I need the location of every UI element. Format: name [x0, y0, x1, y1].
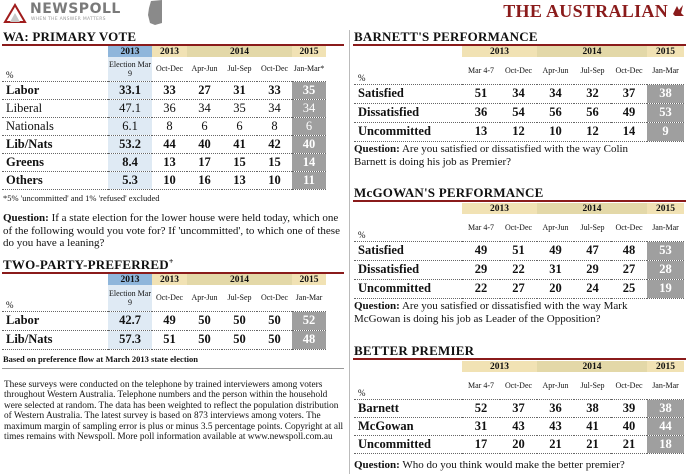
cell: 49 — [611, 103, 647, 122]
table-row — [354, 435, 684, 453]
cell: 6 — [292, 117, 326, 135]
col-header: Jul-Sep — [227, 293, 252, 303]
table-row — [354, 417, 684, 435]
cell: 22 — [500, 260, 537, 279]
cell: 27 — [187, 81, 222, 99]
cell: 13 — [462, 122, 500, 141]
year-2014: 2014 — [187, 274, 292, 285]
cell: 49 — [537, 241, 574, 260]
mcgowan-title: McGOWAN'S PERFORMANCE — [354, 185, 544, 200]
col-header: Oct-Dec — [504, 380, 533, 390]
cell: 53.2 — [108, 135, 152, 153]
cell: 49 — [462, 241, 500, 260]
col-header: Apr-Jun — [191, 64, 218, 74]
table-row — [2, 311, 326, 330]
cell: 6 — [222, 117, 257, 135]
col-header: Election Mar 9 — [108, 57, 152, 81]
cell: 33 — [152, 81, 187, 99]
cell: 20 — [500, 435, 537, 453]
cell: 50 — [257, 330, 292, 349]
cell: 52 — [292, 311, 326, 330]
two-party-table — [2, 274, 326, 350]
col-header: Mar 4-7 — [468, 380, 494, 390]
question-label: Question: — [354, 459, 400, 471]
cell: 40 — [187, 135, 222, 153]
cell: 33.1 — [108, 81, 152, 99]
question-label: Question: — [354, 300, 400, 312]
col-header: Mar 4-7 — [468, 222, 494, 232]
table-row — [2, 153, 326, 171]
cell: 41 — [574, 417, 611, 435]
row-label: Uncommitted — [354, 279, 462, 298]
cell: 56 — [574, 103, 611, 122]
cell: 47 — [574, 241, 611, 260]
row-label: Satisfied — [354, 241, 462, 260]
better-premier-title: BETTER PREMIER — [354, 343, 475, 358]
table-row — [2, 135, 326, 153]
cell: 50 — [187, 311, 222, 330]
row-label: Dissatisfied — [354, 103, 462, 122]
cell: 8 — [257, 117, 292, 135]
year-2015: 2015 — [292, 274, 326, 285]
year-2015: 2015 — [647, 46, 684, 57]
cell: 18 — [647, 435, 684, 453]
year-2013: 2013 — [462, 361, 537, 372]
col-header: Oct-Dec — [260, 293, 289, 303]
year-2014: 2014 — [187, 46, 292, 57]
barnett-question — [354, 143, 654, 168]
cell: 8.4 — [108, 153, 152, 171]
cell: 40 — [292, 135, 326, 153]
col-header: Mar 4-7 — [468, 65, 494, 75]
cell: 37 — [611, 84, 647, 103]
cell: 14 — [292, 153, 326, 171]
percent-label: % — [6, 299, 14, 310]
cell: 21 — [574, 435, 611, 453]
cell: 44 — [152, 135, 187, 153]
question-text: Are you satisfied or dissatisfied with the way Mark McGowan is doing his job as Leader of the Opposition? — [354, 300, 628, 325]
cell: 35 — [292, 81, 326, 99]
cell: 50 — [257, 311, 292, 330]
cell: 9 — [647, 122, 684, 141]
cell: 39 — [611, 399, 647, 417]
question-label: Question: — [3, 212, 49, 224]
cell: 48 — [611, 241, 647, 260]
cell: 17 — [187, 153, 222, 171]
cell: 34 — [537, 84, 574, 103]
cell: 51 — [152, 330, 187, 349]
cell: 27 — [500, 279, 537, 298]
col-header: Jan-Mar — [647, 57, 684, 84]
col-header: Oct-Dec — [615, 380, 643, 390]
year-2014: 2014 — [537, 46, 647, 57]
row-label: Uncommitted — [354, 122, 462, 141]
cell: 35 — [222, 99, 257, 117]
table-row — [354, 122, 684, 141]
col-header: Apr-Jun — [191, 293, 218, 303]
australian-emblem-icon — [671, 4, 685, 18]
cell: 38 — [647, 84, 684, 103]
page-header — [0, 0, 688, 26]
cell: 15 — [222, 153, 257, 171]
cell: 29 — [462, 260, 500, 279]
cell: 36 — [462, 103, 500, 122]
cell: 34 — [292, 99, 326, 117]
cell: 31 — [537, 260, 574, 279]
newspoll-tagline: WHEN THE ANSWER MATTERS — [31, 17, 106, 22]
row-label: Satisfied — [354, 84, 462, 103]
cell: 10 — [537, 122, 574, 141]
cell: 25 — [611, 279, 647, 298]
table-row — [2, 99, 326, 117]
cell: 49 — [152, 311, 187, 330]
cell: 42 — [257, 135, 292, 153]
col-header: Oct-Dec — [504, 222, 533, 232]
section-divider — [2, 368, 344, 369]
table-row — [354, 399, 684, 417]
cell: 50 — [222, 330, 257, 349]
year-2014: 2014 — [537, 203, 647, 214]
col-header: Oct-Dec — [615, 222, 643, 232]
row-label: Barnett — [354, 399, 462, 417]
two-party-title-text: TWO-PARTY-PREFERRED — [3, 257, 169, 272]
cell: 37 — [500, 399, 537, 417]
cell: 57.3 — [108, 330, 152, 349]
cell: 43 — [500, 417, 537, 435]
col-header: Jan-Mar — [292, 285, 326, 311]
cell: 31 — [462, 417, 500, 435]
better-premier-table — [354, 361, 684, 454]
row-label: Nationals — [2, 117, 108, 135]
cell: 38 — [647, 399, 684, 417]
cell: 6.1 — [108, 117, 152, 135]
question-text: If a state election for the lower house were held today, which one of the following would you vote for? If 'uncommitted', to which one of these do you have a leaning? — [3, 212, 340, 249]
cell: 42.7 — [108, 311, 152, 330]
cell: 41 — [222, 135, 257, 153]
row-label: Lib/Nats — [2, 330, 108, 349]
question-label: Question: — [354, 143, 400, 155]
col-header: Apr-Jun — [542, 65, 569, 75]
col-header: Oct-Dec — [155, 293, 184, 303]
year-2013-election: 2013 — [108, 274, 152, 285]
table-row — [2, 171, 326, 189]
newspoll-logo-icon — [2, 2, 28, 24]
better-premier-rule — [353, 358, 686, 360]
col-header: Jan-Mar* — [292, 57, 326, 81]
col-header: Jul-Sep — [580, 380, 605, 390]
cell: 19 — [647, 279, 684, 298]
row-label: Dissatisfied — [354, 260, 462, 279]
year-2014: 2014 — [537, 361, 647, 372]
cell: 54 — [500, 103, 537, 122]
primary-vote-question — [3, 212, 345, 250]
col-header: Apr-Jun — [542, 222, 569, 232]
cell: 5.3 — [108, 171, 152, 189]
cell: 22 — [462, 279, 500, 298]
year-2015: 2015 — [647, 361, 684, 372]
cell: 36 — [537, 399, 574, 417]
cell: 52 — [462, 399, 500, 417]
table-row — [354, 241, 684, 260]
col-header: Apr-Jun — [542, 380, 569, 390]
cell: 11 — [292, 171, 326, 189]
percent-label: % — [358, 387, 366, 398]
cell: 48 — [292, 330, 326, 349]
row-label: McGowan — [354, 417, 462, 435]
col-header: Oct-Dec — [504, 65, 533, 75]
table-row — [354, 279, 684, 298]
cell: 34 — [257, 99, 292, 117]
cell: 17 — [462, 435, 500, 453]
two-party-title — [3, 257, 174, 273]
row-label: Liberal — [2, 99, 108, 117]
col-header: Oct-Dec — [260, 64, 289, 74]
year-2015: 2015 — [647, 203, 684, 214]
cell: 32 — [574, 84, 611, 103]
year-2013: 2013 — [462, 46, 537, 57]
mcgowan-question — [354, 300, 674, 325]
cell: 21 — [537, 435, 574, 453]
table-row — [354, 84, 684, 103]
cell: 43 — [537, 417, 574, 435]
col-header: Jan-Mar — [647, 372, 684, 399]
cell: 50 — [187, 330, 222, 349]
cell: 13 — [222, 171, 257, 189]
question-text: Are you satisfied or dissatisfied with the way Colin Barnett is doing his job as Premier? — [354, 143, 629, 168]
year-2013: 2013 — [152, 46, 187, 57]
primary-vote-title: WA: PRIMARY VOTE — [3, 29, 137, 44]
cell: 27 — [611, 260, 647, 279]
row-label: Lib/Nats — [2, 135, 108, 153]
year-2013-election: 2013 — [108, 46, 152, 57]
cell: 8 — [152, 117, 187, 135]
col-header: Jan-Mar — [647, 214, 684, 241]
year-2013: 2013 — [462, 203, 537, 214]
row-label: Labor — [2, 81, 108, 99]
better-premier-question — [354, 459, 684, 472]
cell: 53 — [647, 241, 684, 260]
cell: 44 — [647, 417, 684, 435]
row-label: Greens — [2, 153, 108, 171]
wa-map-icon — [147, 0, 163, 26]
cell: 51 — [500, 241, 537, 260]
cell: 16 — [187, 171, 222, 189]
cell: 28 — [647, 260, 684, 279]
cell: 12 — [574, 122, 611, 141]
col-header: Jul-Sep — [580, 65, 605, 75]
publication-title: THE AUSTRALIAN — [503, 1, 668, 21]
primary-vote-footnote: *5% 'uncommitted' and 1% 'refused' excluded — [3, 193, 160, 203]
question-text: Who do you think would make the better premier? — [399, 459, 625, 471]
table-row — [2, 81, 326, 99]
methodology-text: These surveys were conducted on the telephone by trained interviewers among voters throughout Western Australia. Telephone numbers and the person within the household were selected at random. The data has been weighted to reflect the population distribution of Western Australia. The latest survey is based on 873 interviews among voters. The maximum margin of sampling error is plus or minus 3.5 percentage points. Copyright at all times remains with Newspoll. More poll information available at www.newspoll.com.au — [4, 380, 344, 443]
cell: 53 — [647, 103, 684, 122]
year-2015: 2015 — [292, 46, 326, 57]
cell: 50 — [222, 311, 257, 330]
cell: 20 — [537, 279, 574, 298]
row-label: Uncommitted — [354, 435, 462, 453]
cell: 21 — [611, 435, 647, 453]
percent-label: % — [358, 229, 366, 240]
cell: 24 — [574, 279, 611, 298]
cell: 40 — [611, 417, 647, 435]
cell: 31 — [222, 81, 257, 99]
row-label: Labor — [2, 311, 108, 330]
cell: 38 — [574, 399, 611, 417]
cell: 6 — [187, 117, 222, 135]
col-header: Jul-Sep — [580, 222, 605, 232]
table-row — [354, 103, 684, 122]
column-divider — [349, 30, 350, 474]
cell: 15 — [257, 153, 292, 171]
barnett-title: BARNETT'S PERFORMANCE — [354, 29, 538, 44]
mcgowan-rule — [353, 200, 686, 202]
cell: 47.1 — [108, 99, 152, 117]
primary-vote-table — [2, 46, 326, 190]
row-label: Others — [2, 171, 108, 189]
percent-label: % — [6, 69, 14, 80]
percent-label: % — [358, 72, 366, 83]
year-2013: 2013 — [152, 274, 187, 285]
two-party-footnote: Based on preference flow at March 2013 state election — [3, 354, 198, 364]
table-row — [2, 117, 326, 135]
cell: 13 — [152, 153, 187, 171]
mcgowan-table — [354, 203, 684, 299]
col-header: Oct-Dec — [155, 64, 184, 74]
cell: 36 — [152, 99, 187, 117]
col-header: Election Mar 9 — [108, 285, 152, 311]
cell: 14 — [611, 122, 647, 141]
table-row — [2, 330, 326, 349]
cell: 33 — [257, 81, 292, 99]
cell: 10 — [152, 171, 187, 189]
cell: 29 — [574, 260, 611, 279]
newspoll-brand: NEWSPOLL — [30, 1, 121, 17]
cell: 51 — [462, 84, 500, 103]
cell: 10 — [257, 171, 292, 189]
cell: 56 — [537, 103, 574, 122]
cell: 34 — [500, 84, 537, 103]
table-row — [354, 260, 684, 279]
cell: 34 — [187, 99, 222, 117]
cell: 12 — [500, 122, 537, 141]
barnett-table — [354, 46, 684, 142]
col-header: Jul-Sep — [227, 64, 252, 74]
two-party-title-mark: + — [168, 257, 174, 266]
col-header: Oct-Dec — [615, 65, 643, 75]
